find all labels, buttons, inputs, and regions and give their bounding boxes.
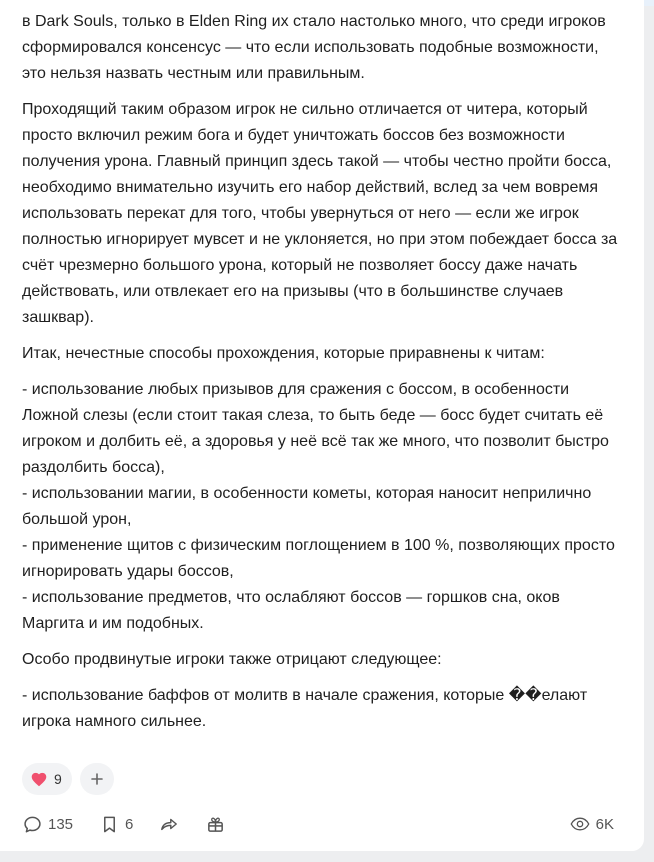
views-counter [570,814,614,834]
donate-button[interactable] [205,814,225,834]
share-arrow-icon [159,814,179,834]
paragraph-6-list: - использование баффов от молитв в начале сражения, которые ��елают игрока намного сильнее. [22,687,588,730]
views-count: 6K [595,815,614,833]
paragraph-3: Итак, нечестные способы прохождения, которые приравнены к читам: [22,345,545,362]
paragraph-2: Проходящий таким образом игрок не сильно отличается от читера, который просто включил режим бога и будет уничтожать боссов без возможности получения урона. Главный принцип здесь такой — чтобы честно пройти босса, необходимо внимательно изучить его набор действий, вслед за чем вовремя использовать перекат для того, чтобы увернуться от него — если же игрок полностью игнорирует мувсет и не уклоняется, но при этом побеждает босса за счёт чрезмерно большого урона, который не позволяет боссу даже начать действовать, или отвлекает его на призывы (что в большинстве случаев зашквар). [22,101,618,326]
comments-button[interactable] [22,814,73,834]
eye-icon [570,814,590,834]
bookmark-button[interactable] [99,814,133,834]
paragraph-1: в Dark Souls, только в Elden Ring их стало настолько много, что среди игроков сформировался консенсус — что если использовать подобные возможности, это нельзя назвать честным или правильным. [22,13,606,82]
heart-reaction-button[interactable] [22,763,72,795]
comment-icon [22,814,42,834]
bookmarks-count: 6 [125,815,134,833]
paragraph-4-list: - использование любых призывов для сражения с боссом, в особенности Ложной слезы (если стоит такая слеза, то быть беде — босс будет считать её игроком и долбить её, а здоровья у неё всё так же много, что позволит быстро раздолбить босса), - использовании магии, в особенности кометы, которая наносит неприлично большой урон, - применение щитов с физическим поглощением в 100 %, позволяющих просто игнорировать удары боссов, - использование предметов, что ослабляют боссов — горшков сна, оков Маргита и им подобных. [22,381,615,632]
paragraph-5: Особо продвинутые игроки также отрицают следующее: [22,651,442,668]
bookmark-icon [99,814,119,834]
add-reaction-button[interactable] [80,763,114,795]
plus-icon [88,770,106,788]
post-footer [22,812,614,836]
heart-count: 9 [54,771,62,787]
reactions-bar [22,763,114,795]
heart-icon [30,770,48,788]
comments-count: 135 [48,815,74,833]
gift-icon [205,814,225,834]
share-button[interactable] [159,814,179,834]
